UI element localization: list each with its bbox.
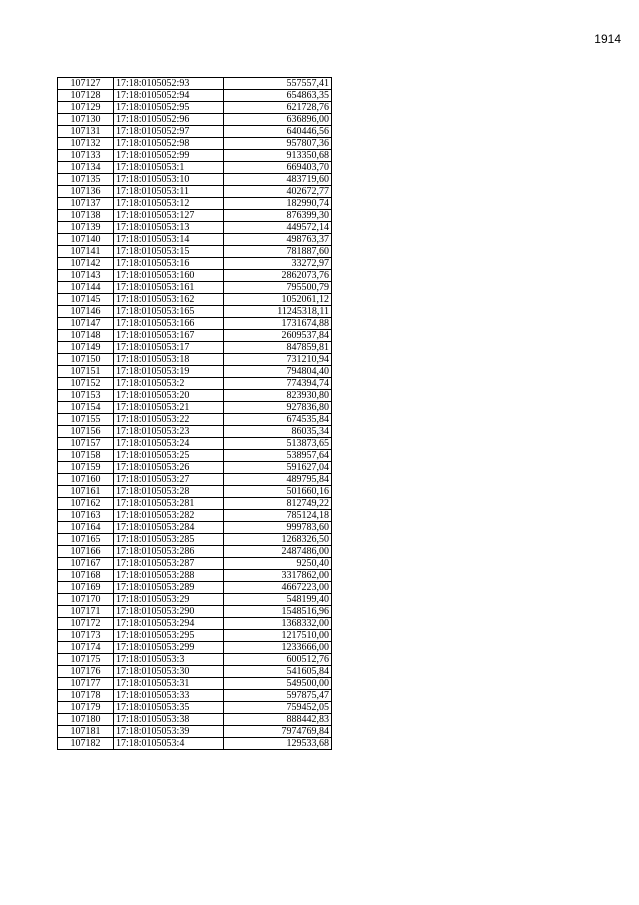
table-row [58,558,332,570]
table-row [58,678,332,690]
table-row [58,390,332,402]
table-row [58,630,332,642]
cadastral-value: 636896,00 [224,114,332,126]
row-number: 107140 [58,234,114,246]
cadastral-number: 17:18:0105052:98 [114,138,224,150]
cadastral-value: 759452,05 [224,702,332,714]
row-number: 107127 [58,78,114,90]
cadastral-number: 17:18:0105053:19 [114,366,224,378]
table-row [58,438,332,450]
table-row [58,222,332,234]
cadastral-value: 621728,76 [224,102,332,114]
row-number: 107180 [58,714,114,726]
table-row [58,498,332,510]
cadastral-number: 17:18:0105053:27 [114,474,224,486]
cadastral-number: 17:18:0105053:2 [114,378,224,390]
cadastral-value: 549500,00 [224,678,332,690]
row-number: 107159 [58,462,114,474]
cadastral-value: 9250,40 [224,558,332,570]
cadastral-number: 17:18:0105053:13 [114,222,224,234]
row-number: 107149 [58,342,114,354]
cadastral-value: 182990,74 [224,198,332,210]
row-number: 107170 [58,594,114,606]
row-number: 107131 [58,126,114,138]
row-number: 107169 [58,582,114,594]
row-number: 107174 [58,642,114,654]
cadastral-number: 17:18:0105053:24 [114,438,224,450]
cadastral-value: 489795,84 [224,474,332,486]
table-row [58,486,332,498]
row-number: 107173 [58,630,114,642]
table-row [58,306,332,318]
table-row [58,534,332,546]
row-number: 107137 [58,198,114,210]
table-row [58,246,332,258]
row-number: 107148 [58,330,114,342]
table-row [58,414,332,426]
row-number: 107136 [58,186,114,198]
cadastral-value: 541605,84 [224,666,332,678]
table-body [58,78,332,750]
row-number: 107165 [58,534,114,546]
cadastral-number: 17:18:0105053:294 [114,618,224,630]
cadastral-value: 1368332,00 [224,618,332,630]
row-number: 107179 [58,702,114,714]
table-row [58,318,332,330]
cadastral-value: 1731674,88 [224,318,332,330]
cadastral-value: 449572,14 [224,222,332,234]
table-row [58,726,332,738]
row-number: 107175 [58,654,114,666]
cadastral-number: 17:18:0105053:161 [114,282,224,294]
cadastral-value: 3317862,00 [224,570,332,582]
cadastral-value: 33272,97 [224,258,332,270]
cadastral-number: 17:18:0105053:14 [114,234,224,246]
cadastral-value: 548199,40 [224,594,332,606]
row-number: 107143 [58,270,114,282]
cadastral-number: 17:18:0105053:288 [114,570,224,582]
cadastral-number: 17:18:0105053:35 [114,702,224,714]
row-number: 107154 [58,402,114,414]
cadastral-value: 823930,80 [224,390,332,402]
table-row [58,366,332,378]
cadastral-number: 17:18:0105053:23 [114,426,224,438]
cadastral-number: 17:18:0105053:22 [114,414,224,426]
cadastral-value: 913350,68 [224,150,332,162]
table-row [58,666,332,678]
cadastral-number: 17:18:0105053:39 [114,726,224,738]
row-number: 107158 [58,450,114,462]
row-number: 107138 [58,210,114,222]
cadastral-value: 957807,36 [224,138,332,150]
table-row [58,510,332,522]
row-number: 107171 [58,606,114,618]
row-number: 107145 [58,294,114,306]
cadastral-number: 17:18:0105052:93 [114,78,224,90]
cadastral-value: 498763,37 [224,234,332,246]
cadastral-number: 17:18:0105053:29 [114,594,224,606]
row-number: 107151 [58,366,114,378]
row-number: 107182 [58,738,114,750]
row-number: 107139 [58,222,114,234]
cadastral-number: 17:18:0105052:97 [114,126,224,138]
table-row [58,294,332,306]
cadastral-value: 888442,83 [224,714,332,726]
cadastral-value: 774394,74 [224,378,332,390]
row-number: 107153 [58,390,114,402]
row-number: 107163 [58,510,114,522]
table-row [58,426,332,438]
row-number: 107129 [58,102,114,114]
table-row [58,570,332,582]
cadastral-value: 674535,84 [224,414,332,426]
cadastral-value: 1548516,96 [224,606,332,618]
table-row [58,138,332,150]
cadastral-value: 731210,94 [224,354,332,366]
cadastral-number: 17:18:0105053:160 [114,270,224,282]
row-number: 107133 [58,150,114,162]
cadastral-number: 17:18:0105053:31 [114,678,224,690]
cadastral-number: 17:18:0105053:28 [114,486,224,498]
cadastral-value: 4667223,00 [224,582,332,594]
table-row [58,522,332,534]
row-number: 107128 [58,90,114,102]
row-number: 107164 [58,522,114,534]
table-row [58,150,332,162]
table-row [58,78,332,90]
table-row [58,342,332,354]
cadastral-value: 2487486,00 [224,546,332,558]
table-row [58,258,332,270]
row-number: 107155 [58,414,114,426]
cadastral-number: 17:18:0105053:295 [114,630,224,642]
row-number: 107132 [58,138,114,150]
cadastral-value: 501660,16 [224,486,332,498]
table-row [58,714,332,726]
table-row [58,378,332,390]
cadastral-number: 17:18:0105053:1 [114,162,224,174]
cadastral-value: 11245318,11 [224,306,332,318]
cadastral-number: 17:18:0105053:284 [114,522,224,534]
cadastral-value: 7974769,84 [224,726,332,738]
table-row [58,198,332,210]
row-number: 107167 [58,558,114,570]
row-number: 107168 [58,570,114,582]
cadastral-value: 1052061,12 [224,294,332,306]
page-number: 1914 [594,32,621,46]
cadastral-value: 513873,65 [224,438,332,450]
cadastral-number: 17:18:0105053:18 [114,354,224,366]
table-row [58,210,332,222]
cadastral-value: 402672,77 [224,186,332,198]
table-row [58,282,332,294]
cadastral-number: 17:18:0105052:99 [114,150,224,162]
row-number: 107144 [58,282,114,294]
table-row [58,702,332,714]
table-row [58,186,332,198]
row-number: 107146 [58,306,114,318]
row-number: 107147 [58,318,114,330]
table-row [58,174,332,186]
cadastral-value: 669403,70 [224,162,332,174]
row-number: 107156 [58,426,114,438]
table-row [58,594,332,606]
cadastral-number: 17:18:0105053:165 [114,306,224,318]
cadastral-value: 785124,18 [224,510,332,522]
row-number: 107157 [58,438,114,450]
cadastral-number: 17:18:0105053:282 [114,510,224,522]
cadastral-number: 17:18:0105053:299 [114,642,224,654]
cadastral-number: 17:18:0105053:33 [114,690,224,702]
row-number: 107152 [58,378,114,390]
cadastral-number: 17:18:0105053:26 [114,462,224,474]
row-number: 107181 [58,726,114,738]
cadastral-number: 17:18:0105053:17 [114,342,224,354]
table-row [58,546,332,558]
cadastral-value: 86035,34 [224,426,332,438]
table-row [58,690,332,702]
cadastral-number: 17:18:0105053:20 [114,390,224,402]
cadastral-number: 17:18:0105052:94 [114,90,224,102]
cadastral-number: 17:18:0105053:285 [114,534,224,546]
cadastral-number: 17:18:0105053:127 [114,210,224,222]
cadastral-value: 640446,56 [224,126,332,138]
cadastral-number: 17:18:0105053:30 [114,666,224,678]
cadastral-value: 538957,64 [224,450,332,462]
cadastral-value: 812749,22 [224,498,332,510]
cadastral-number: 17:18:0105053:3 [114,654,224,666]
table-row [58,450,332,462]
cadastral-number: 17:18:0105053:166 [114,318,224,330]
row-number: 107162 [58,498,114,510]
cadastral-number: 17:18:0105053:281 [114,498,224,510]
cadastral-number: 17:18:0105053:167 [114,330,224,342]
row-number: 107161 [58,486,114,498]
table-row [58,738,332,750]
row-number: 107178 [58,690,114,702]
table-row [58,654,332,666]
row-number: 107134 [58,162,114,174]
cadastral-value: 129533,68 [224,738,332,750]
cadastral-value: 2609537,84 [224,330,332,342]
cadastral-value: 597875,47 [224,690,332,702]
cadastral-value: 847859,81 [224,342,332,354]
row-number: 107177 [58,678,114,690]
cadastral-number: 17:18:0105053:289 [114,582,224,594]
table-row [58,102,332,114]
table-row [58,582,332,594]
cadastral-number: 17:18:0105053:287 [114,558,224,570]
cadastral-value: 795500,79 [224,282,332,294]
row-number: 107176 [58,666,114,678]
table-row [58,330,332,342]
row-number: 107150 [58,354,114,366]
table-row [58,162,332,174]
cadastral-number: 17:18:0105053:15 [114,246,224,258]
table-row [58,354,332,366]
cadastral-value: 1268326,50 [224,534,332,546]
cadastral-number: 17:18:0105053:25 [114,450,224,462]
cadastral-value: 600512,76 [224,654,332,666]
table-row [58,90,332,102]
cadastral-value: 654863,35 [224,90,332,102]
cadastral-value: 781887,60 [224,246,332,258]
cadastral-value: 591627,04 [224,462,332,474]
cadastral-number: 17:18:0105053:11 [114,186,224,198]
table-row [58,126,332,138]
cadastre-value-table [57,77,332,750]
cadastral-number: 17:18:0105053:38 [114,714,224,726]
cadastral-number: 17:18:0105053:162 [114,294,224,306]
row-number: 107142 [58,258,114,270]
cadastral-number: 17:18:0105053:16 [114,258,224,270]
table-row [58,618,332,630]
row-number: 107130 [58,114,114,126]
table-row [58,462,332,474]
cadastral-number: 17:18:0105053:21 [114,402,224,414]
cadastral-number: 17:18:0105053:12 [114,198,224,210]
table-row [58,402,332,414]
cadastral-value: 557557,41 [224,78,332,90]
table-row [58,114,332,126]
row-number: 107172 [58,618,114,630]
cadastral-value: 876399,30 [224,210,332,222]
table-row [58,606,332,618]
table-row [58,642,332,654]
table-row [58,234,332,246]
cadastral-value: 1233666,00 [224,642,332,654]
row-number: 107141 [58,246,114,258]
cadastral-number: 17:18:0105052:96 [114,114,224,126]
cadastral-number: 17:18:0105052:95 [114,102,224,114]
row-number: 107166 [58,546,114,558]
cadastral-number: 17:18:0105053:286 [114,546,224,558]
cadastral-value: 1217510,00 [224,630,332,642]
cadastral-number: 17:18:0105053:290 [114,606,224,618]
table-row [58,270,332,282]
cadastral-value: 927836,80 [224,402,332,414]
cadastral-value: 794804,40 [224,366,332,378]
cadastral-value: 999783,60 [224,522,332,534]
row-number: 107135 [58,174,114,186]
table-row [58,474,332,486]
cadastral-value: 2862073,76 [224,270,332,282]
cadastral-number: 17:18:0105053:10 [114,174,224,186]
row-number: 107160 [58,474,114,486]
cadastral-number: 17:18:0105053:4 [114,738,224,750]
cadastral-value: 483719,60 [224,174,332,186]
